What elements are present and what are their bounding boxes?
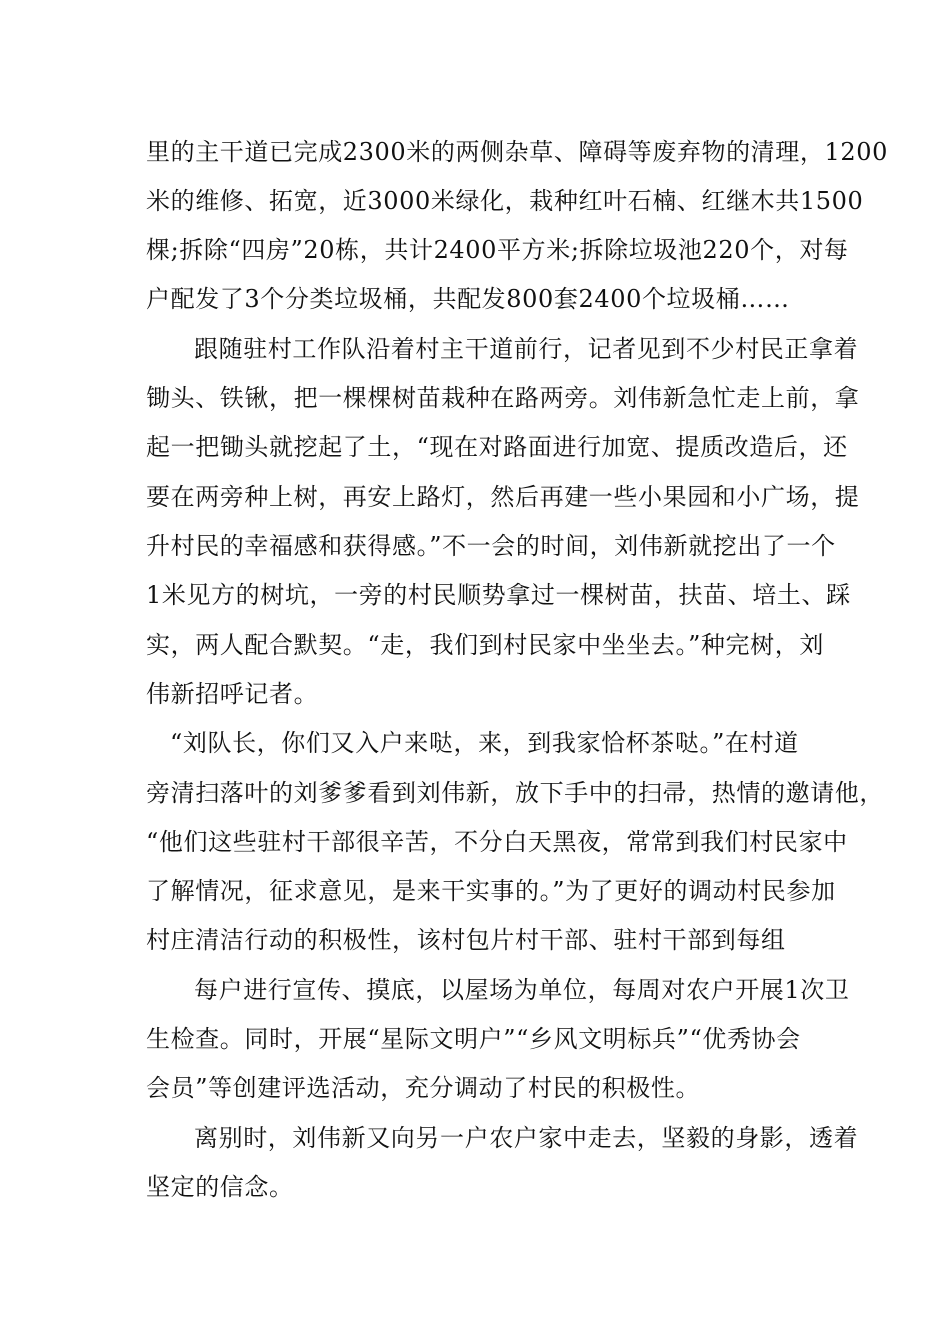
paragraph-start-line: 离别时，刘伟新又向另一户农户家中走去，坚毅的身影，透着 [194, 1124, 859, 1152]
paragraph-start-line: “刘队长，你们又入户来哒，来，到我家恰杯茶哒。”在村道 [170, 729, 799, 757]
text-line: 会员”等创建评选活动，充分调动了村民的积极性。 [146, 1074, 701, 1102]
text-line: 了解情况，征求意见，是来干实事的。”为了更好的调动村民参加 [146, 877, 836, 905]
text-line: 起一把锄头就挖起了土，“现在对路面进行加宽、提质改造后，还 [146, 433, 848, 461]
text-line: 里的主干道已完成2300米的两侧杂草、障碍等废弃物的清理，1200 [146, 138, 888, 166]
text-line: 棵;拆除“四房”20栋，共计2400平方米;拆除垃圾池220个，对每 [146, 236, 849, 264]
text-line: 要在两旁种上树，再安上路灯，然后再建一些小果园和小广场，提 [146, 483, 860, 511]
text-line: 生检查。同时，开展“星际文明户”“乡风文明标兵”“优秀协会 [146, 1025, 801, 1053]
text-line: 村庄清洁行动的积极性，该村包片村干部、驻村干部到每组 [146, 926, 786, 954]
text-line: 米的维修、拓宽，近3000米绿化，栽种红叶石楠、红继木共1500 [146, 187, 864, 215]
paragraph-start-line: 跟随驻村工作队沿着村主干道前行，记者见到不少村民正拿着 [194, 335, 859, 363]
text-line: 1米见方的树坑，一旁的村民顺势拿过一棵树苗，扶苗、培土、踩 [146, 581, 851, 609]
text-line: 伟新招呼记者。 [146, 680, 319, 708]
text-line: 户配发了3个分类垃圾桶，共配发800套2400个垃圾桶…… [146, 285, 790, 313]
text-line: 实，两人配合默契。“走，我们到村民家中坐坐去。”种完树，刘 [146, 631, 824, 659]
text-line: “他们这些驻村干部很辛苦，不分白天黑夜，常常到我们村民家中 [146, 828, 848, 856]
text-line: 锄头、铁锹，把一棵棵树苗栽种在路两旁。刘伟新急忙走上前，拿 [146, 384, 860, 412]
paragraph-start-line: 每户进行宣传、摸底，以屋场为单位，每周对农户开展1次卫 [194, 976, 850, 1004]
text-line: 升村民的幸福感和获得感。”不一会的时间，刘伟新就挖出了一个 [146, 532, 836, 560]
text-line: 旁清扫落叶的刘爹爹看到刘伟新，放下手中的扫帚，热情的邀请他， [146, 779, 884, 807]
text-line: 坚定的信念。 [146, 1173, 294, 1201]
